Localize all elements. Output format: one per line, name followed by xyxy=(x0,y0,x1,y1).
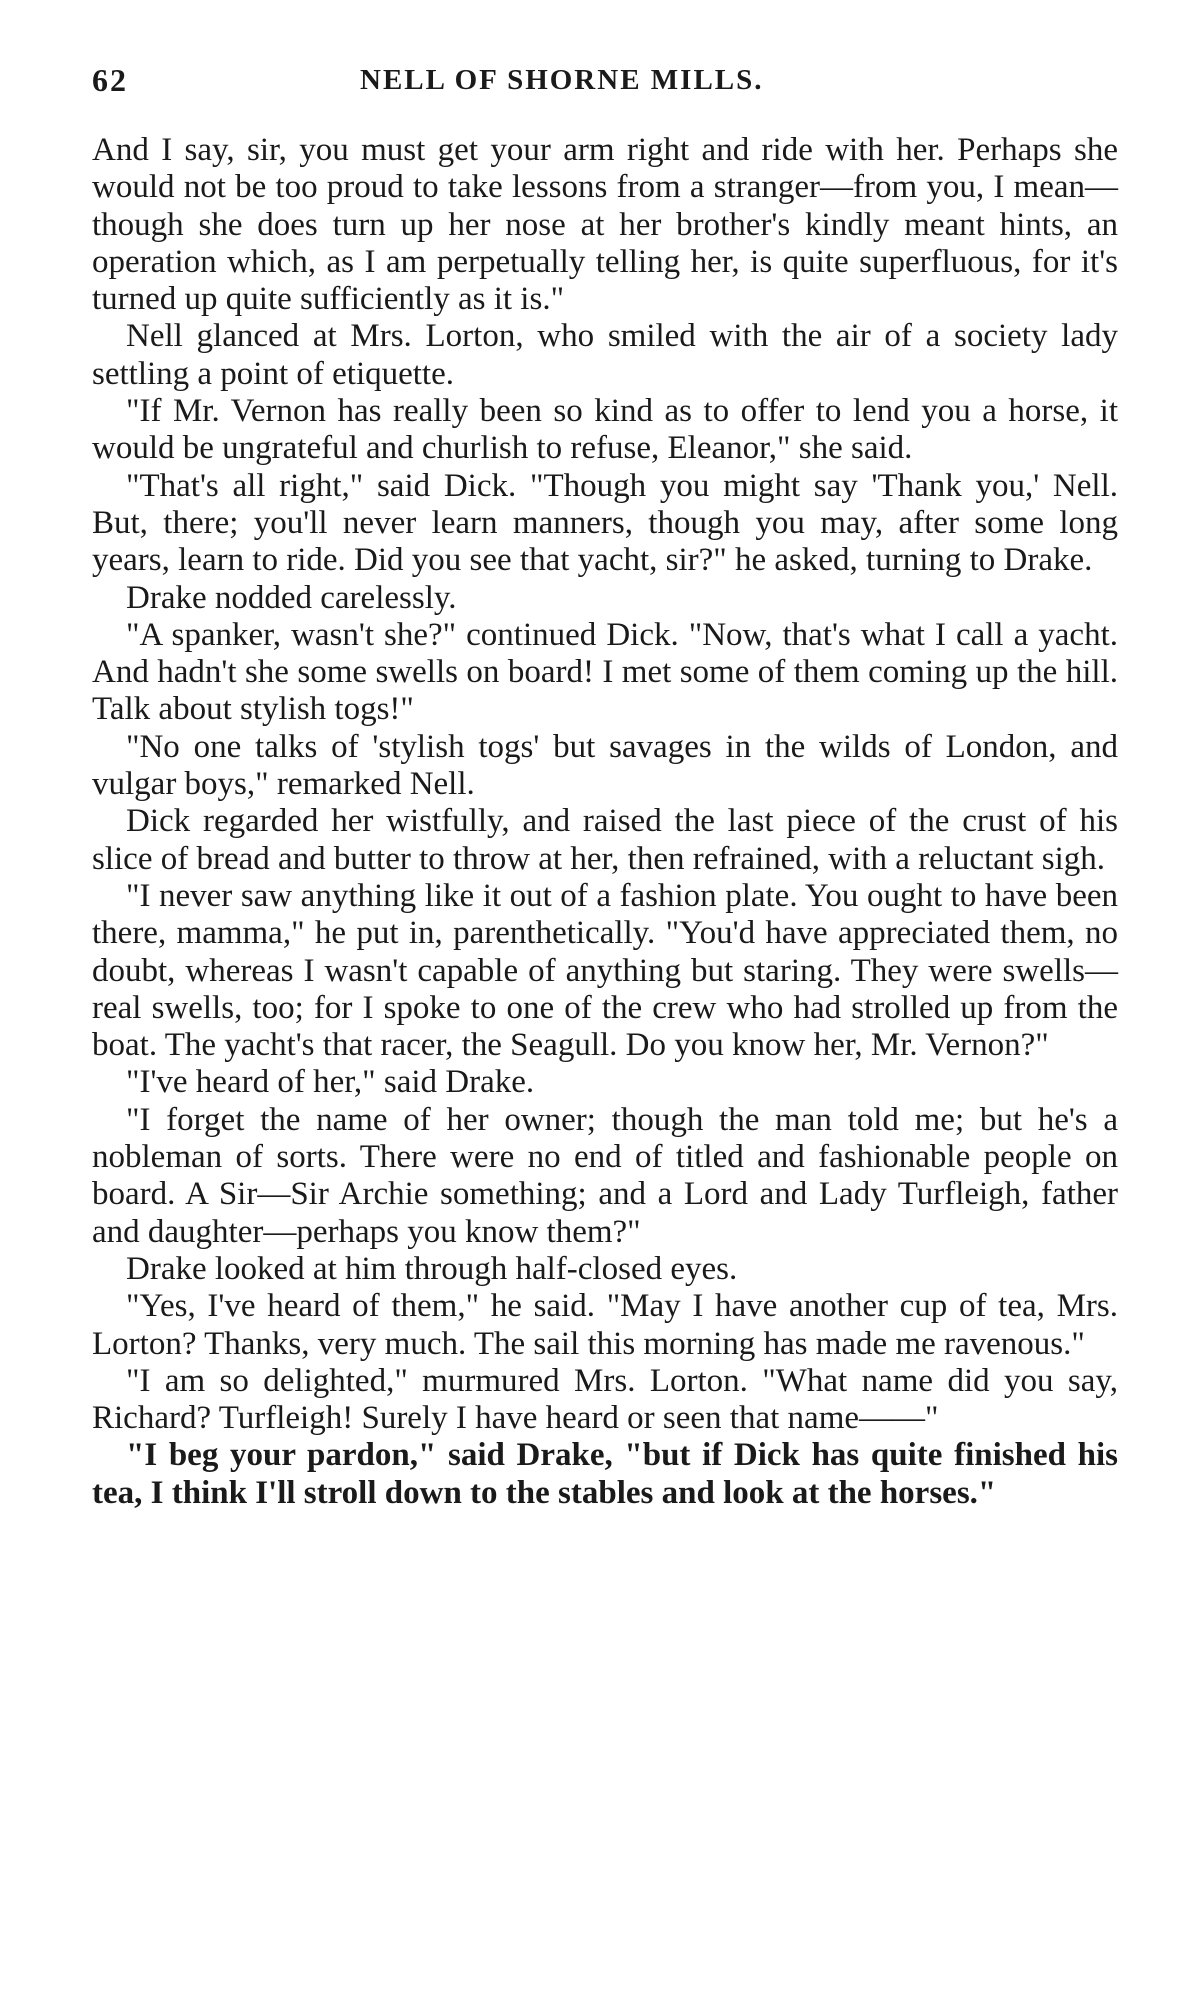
paragraph: And I say, sir, you must get your arm right and ride with her. Perhaps she would not be too proud to take lessons from a stranger—from you, I mean—though she does turn up her nose at her brother's kindly meant hints, an operation which, as I am perpetually telling her, is quite superfluous, for it's turned up quite sufficiently as it is." xyxy=(92,132,1118,318)
paragraph: "I've heard of her," said Drake. xyxy=(126,1064,535,1101)
paragraph: Drake nodded carelessly. xyxy=(126,579,457,616)
book-page xyxy=(92,60,1118,1512)
page-number: 62 xyxy=(92,62,128,98)
paragraph: "I forget the name of her owner; though the man told me; but he's a nobleman of sorts. There were no end of titled and fashionable people on board. A Sir—Sir Archie something; and a Lord and Lady Turfleigh, father and daughter—perhaps you know them?" xyxy=(92,1101,1118,1250)
paragraph: "A spanker, wasn't she?" continued Dick. "Now, that's what I call a yacht. And hadn't she some swells on board! I met some of them coming up the hill. Talk about stylish togs!" xyxy=(92,616,1118,728)
page-header xyxy=(92,60,1118,116)
paragraph: "Yes, I've heard of them," he said. "May I have another cup of tea, Mrs. Lorton? Thanks, very much. The sail this morning has made me ravenous." xyxy=(92,1288,1118,1362)
paragraph: Drake looked at him through half-closed eyes. xyxy=(126,1250,738,1287)
paragraph: "That's all right," said Dick. "Though you might say 'Thank you,' Nell. But, there; you'll never learn manners, though you may, after some long years, learn to ride. Did you see that yacht, sir?" he asked, turning to Drake. xyxy=(92,467,1118,579)
body-text xyxy=(92,132,1118,1512)
paragraph: "If Mr. Vernon has really been so kind as to offer to lend you a horse, it would be ungrateful and churlish to refuse, Eleanor," she said. xyxy=(92,393,1118,467)
paragraph: Dick regarded her wistfully, and raised the last piece of the crust of his slice of bread and butter to throw at her, then refrained, with a reluctant sigh. xyxy=(92,803,1118,877)
running-title: NELL OF SHORNE MILLS. xyxy=(360,64,764,96)
paragraph: Nell glanced at Mrs. Lorton, who smiled with the air of a society lady settling a point of etiquette. xyxy=(92,318,1118,392)
paragraph: "I am so delighted," murmured Mrs. Lorton. "What name did you say, Richard? Turfleigh! Surely I have heard or seen that name——" xyxy=(92,1362,1118,1437)
paragraph: "I never saw anything like it out of a fashion plate. You ought to have been there, mamma," he put in, parenthetically. "You'd have appreciated them, no doubt, whereas I wasn't capable of anything but staring. They were swells—real swells, too; for I spoke to one of the crew who had strolled up from the boat. The yacht's that racer, the Seagull. Do you know her, Mr. Vernon?" xyxy=(92,877,1118,1064)
paragraph: "I beg your pardon," said Drake, "but if Dick has quite finished his tea, I think I'll stroll down to the stables and look at the horses." xyxy=(92,1437,1118,1511)
paragraph: "No one talks of 'stylish togs' but savages in the wilds of London, and vulgar boys," remarked Nell. xyxy=(92,728,1118,803)
